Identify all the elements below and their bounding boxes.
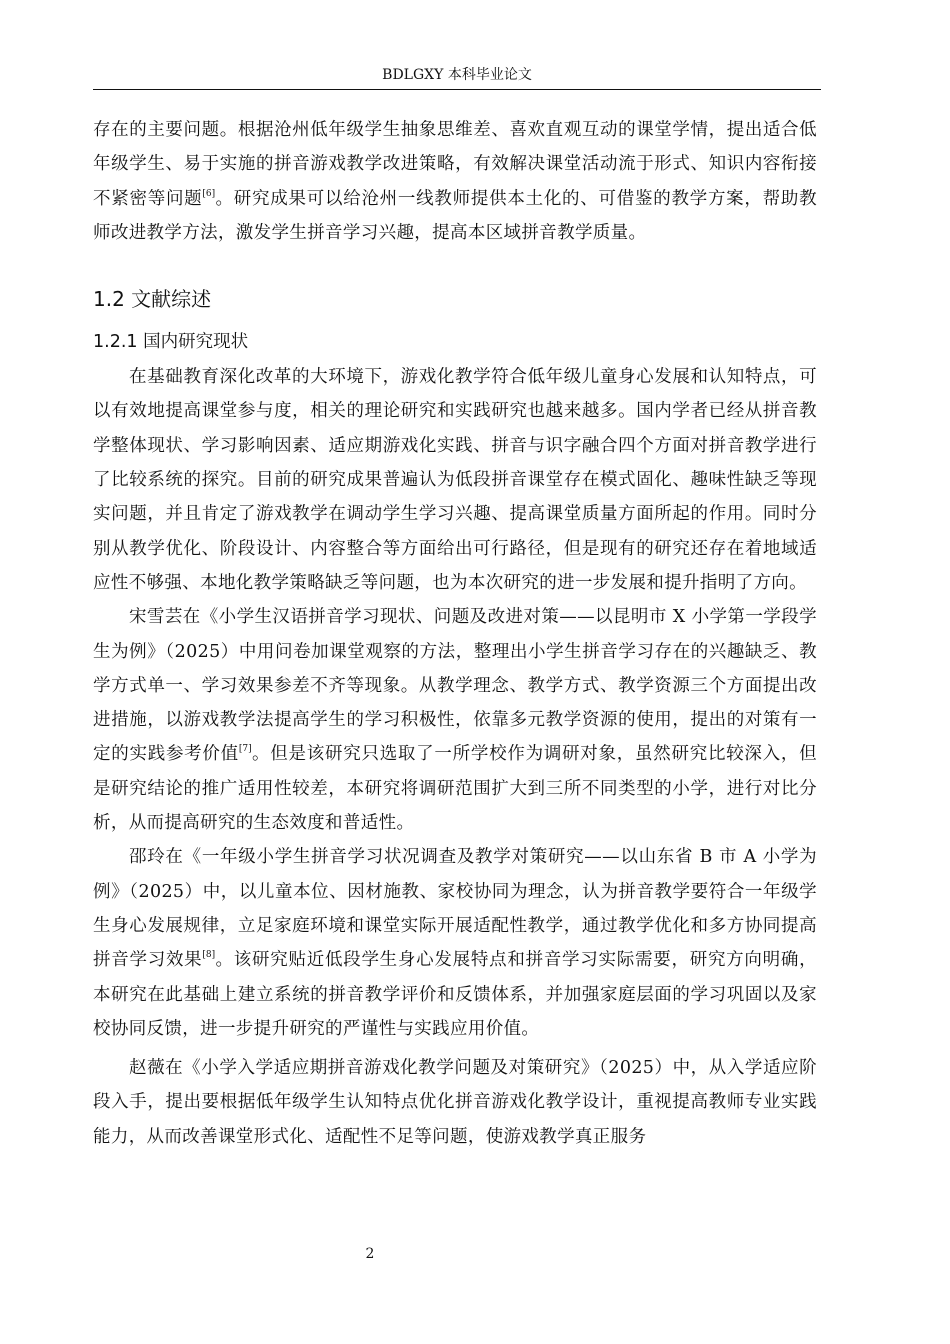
citation-marker: [8] [202,950,216,961]
paragraph-zhao-wei: 赵薇在《小学入学适应期拼音游戏化教学问题及对策研究》（2025）中，从入学适应阶段入手，提出要根据低年级学生认知特点优化拼音游戏化教学设计，重视提高教师专业实践能力，从而改善课堂形式化、适配性不足等问题，使游戏教学真正服务 [93,1058,817,1147]
citation-marker: [6] [202,188,216,199]
paragraph-text: 宋雪芸在《小学生汉语拼音学习现状、问题及改进对策——以昆明市 X 小学第一学段学生为例》（2025）中用问卷加课堂观察的方法，整理出小学生拼音学习存在的兴趣缺乏、教学方式单一、学习效果参差不齐等现象。从教学理念、教学方式、教学资源三个方面提出改进措施，以游戏教学法提高学生的学习积极性，依靠多元教学资源的使用，提出的对策有一定的实践参考价值 [93,607,817,765]
paragraph-shao-ling [93,840,817,1046]
subsection-heading: 1.2.1 国内研究现状 [93,332,249,353]
paragraph-continuation [93,113,817,250]
section-heading: 1.2 文献综述 [93,287,212,312]
paragraph-text: 邵玲在《一年级小学生拼音学习状况调查及教学对策研究——以山东省 B 市 A 小学为例》（2025）中，以儿童本位、因材施教、家校协同为理念，认为拼音教学要符合一年级学生身心发展规律，立足家庭环境和课堂实际开展适配性教学，通过教学优化和多方协同提高拼音学习效果 [93,847,817,971]
page-number: 2 [365,1246,375,1262]
paragraph-text: 。该研究贴近低段学生身心发展特点和拼音学习实际需要，研究方向明确，本研究在此基础上建立系统的拼音教学评价和反馈体系，并加强家庭层面的学习巩固以及家校协同反馈，进一步提升研究的严谨性与实践应用价值。 [93,950,817,1039]
header-rule [93,89,821,90]
paragraph-text: 。研究成果可以给沧州一线教师提供本土化的、可借鉴的教学方案，帮助教师改进教学方法，激发学生拼音学习兴趣，提高本区域拼音教学质量。 [93,188,817,243]
citation-marker: [7] [238,744,252,755]
running-header: BDLGXY 本科毕业论文 [382,67,532,83]
paragraph-text: 。但是该研究只选取了一所学校作为调研对象，虽然研究比较深入，但是研究结论的推广适用性较差，本研究将调研范围扩大到三所不同类型的小学，进行对比分析，从而提高研究的生态效度和普适性。 [93,744,817,834]
document-body [93,113,817,1154]
paragraph-text: 存在的主要问题。根据沧州低年级学生抽象思维差、喜欢直观互动的课堂学情，提出适合低年级学生、易于实施的拼音游戏教学改进策略，有效解决课堂活动流于形式、知识内容衔接不紧密等问题 [93,120,817,209]
paragraph-song-xueyun [93,600,817,840]
paragraph-domestic-overview: 在基础教育深化改革的大环境下，游戏化教学符合低年级儿童身心发展和认知特点，可以有效地提高课堂参与度，相关的理论研究和实践研究也越来越多。国内学者已经从拼音教学整体现状、学习影响因素、适应期游戏化实践、拼音与识字融合四个方面对拼音教学进行了比较系统的探究。目前的研究成果普遍认为低段拼音课堂存在模式固化、趣味性缺乏等现实问题，并且肯定了游戏教学在调动学生学习兴趣、提高课堂质量方面所起的作用。同时分别从教学优化、阶段设计、内容整合等方面给出可行路径，但是现有的研究还存在着地域适应性不够强、本地化教学策略缺乏等问题，也为本次研究的进一步发展和提升指明了方向。 [93,367,817,593]
